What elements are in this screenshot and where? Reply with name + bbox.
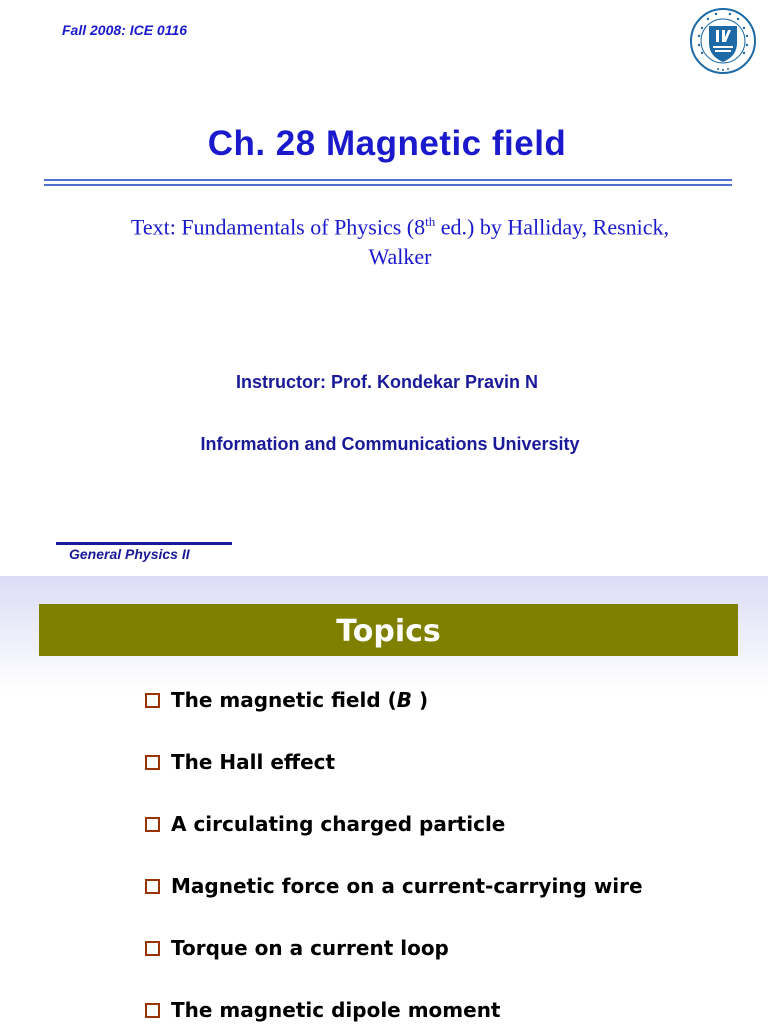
title-divider-bottom bbox=[44, 184, 732, 186]
topic-item bbox=[145, 874, 643, 898]
topic-item bbox=[145, 998, 501, 1022]
checkbox-bullet-icon bbox=[145, 1003, 160, 1018]
topic-text: Magnetic force on a current-carrying wire bbox=[171, 874, 643, 898]
topic-item bbox=[145, 688, 428, 712]
slide-title: Ch. 28 Magnetic field bbox=[207, 124, 567, 163]
topic-text: A circulating charged particle bbox=[171, 812, 506, 836]
topic-symbol: B bbox=[396, 688, 413, 712]
textbook-text-line2: Walker bbox=[368, 244, 432, 270]
checkbox-bullet-icon bbox=[145, 693, 160, 708]
topics-heading: Topics bbox=[336, 614, 441, 649]
topic-item bbox=[145, 750, 335, 774]
footer-label: General Physics II bbox=[69, 546, 190, 562]
topic-text: The Hall effect bbox=[171, 750, 336, 774]
checkbox-bullet-icon bbox=[145, 755, 160, 770]
textbook-text-prefix: Text: Fundamentals of Physics (8 bbox=[130, 214, 426, 240]
topics-heading-bar bbox=[39, 604, 738, 656]
topic-text: The magnetic field ( bbox=[171, 688, 397, 712]
footer-rule bbox=[56, 542, 232, 545]
university-seal-logo bbox=[688, 6, 758, 76]
checkbox-bullet-icon bbox=[145, 941, 160, 956]
textbook-edition-sup: th bbox=[425, 214, 436, 229]
slide-topics bbox=[0, 576, 768, 1024]
topic-text: The magnetic dipole moment bbox=[171, 998, 501, 1022]
checkbox-bullet-icon bbox=[145, 817, 160, 832]
instructor-line: Instructor: Prof. Kondekar Pravin N bbox=[235, 372, 539, 392]
university-line: Information and Communications University bbox=[200, 434, 580, 454]
textbook-text-suffix: ed.) by Halliday, Resnick, bbox=[435, 214, 670, 240]
course-label: Fall 2008: ICE 0116 bbox=[62, 22, 188, 38]
topic-text: Torque on a current loop bbox=[171, 936, 449, 960]
title-divider-top bbox=[44, 179, 732, 181]
topic-item bbox=[145, 936, 449, 960]
textbook-reference bbox=[60, 207, 740, 272]
topic-suffix: ) bbox=[412, 688, 429, 712]
checkbox-bullet-icon bbox=[145, 879, 160, 894]
topic-item bbox=[145, 812, 505, 836]
